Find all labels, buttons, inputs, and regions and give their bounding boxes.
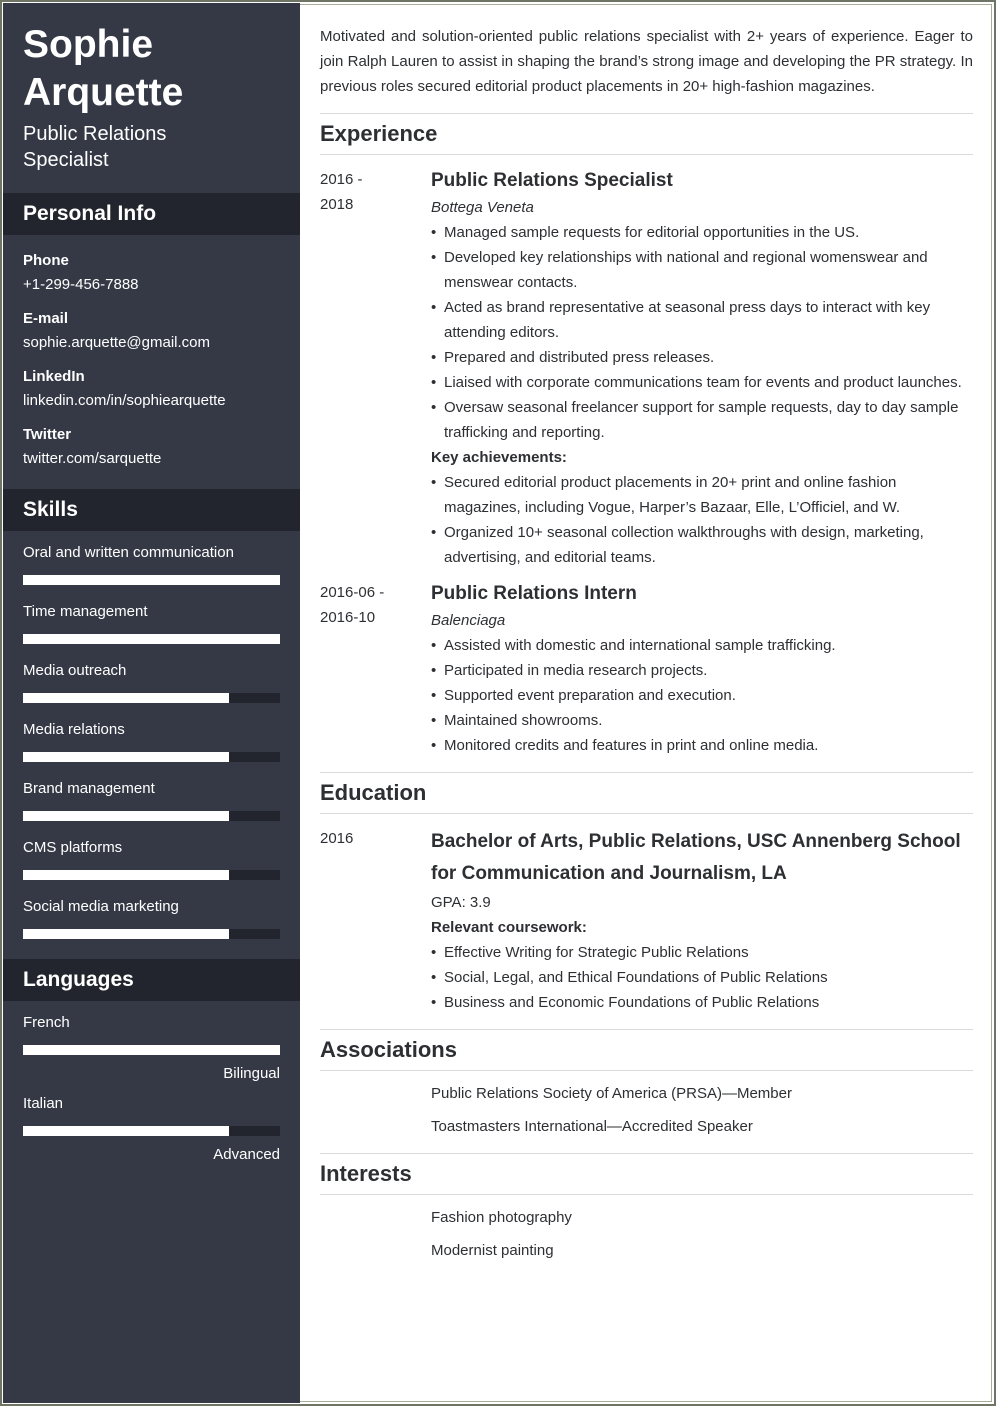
language-bar [23, 1126, 280, 1136]
responsibilities-list [431, 220, 973, 445]
bullet-item: • Prepared and distributed press releases. [431, 345, 973, 370]
main-content [320, 24, 973, 1267]
skill-bar [23, 752, 280, 762]
skill-item [23, 660, 280, 703]
skill-label: Media relations [23, 721, 125, 738]
achievements-list [431, 470, 973, 570]
date-end: 2016-10 [320, 609, 376, 626]
bullet-item: • Oversaw seasonal freelancer support for sample requests, day to day sample trafficking and reporting. [431, 395, 973, 445]
skill-bar-fill [23, 811, 229, 821]
job-body [431, 167, 973, 570]
bullet-item: • Managed sample requests for editorial opportunities in the US. [431, 220, 973, 245]
interest-item: Modernist painting [431, 1242, 554, 1259]
coursework-list [431, 940, 973, 1015]
language-level: Bilingual [223, 1065, 280, 1082]
job-title: Public Relations Specialist [431, 170, 673, 191]
sidebar [3, 3, 300, 1403]
gpa: GPA: 3.9 [431, 894, 491, 911]
bullet-item: • Acted as brand representative at seasonal press days to interact with key attending editors. [431, 295, 973, 345]
skill-label: Time management [23, 603, 148, 620]
bullet-item: • Monitored credits and features in print and online media. [431, 733, 973, 758]
skill-bar [23, 575, 280, 585]
summary: Motivated and solution-oriented public relations specialist with 2+ years of experience. Eager to join Ralph Lauren to assist in shaping the brand’s strong image and developing the PR strategy. In previous roles secured editorial product placements in 20+ high-fashion magazines. [320, 28, 973, 95]
languages-heading: Languages [3, 959, 300, 1001]
job-entry [320, 580, 973, 758]
language-bar [23, 1045, 280, 1055]
skill-bar-fill [23, 634, 280, 644]
job-body [431, 580, 973, 758]
bullet-item: • Organized 10+ seasonal collection walkthroughs with design, marketing, advertising, and editorial teams. [431, 520, 973, 570]
skill-bar [23, 634, 280, 644]
interest-item: Fashion photography [431, 1209, 572, 1226]
job-dates [320, 580, 431, 758]
twitter-value[interactable]: twitter.com/sarquette [23, 450, 162, 467]
bullet-item: • Maintained showrooms. [431, 708, 973, 733]
skill-item [23, 542, 280, 585]
language-label: French [23, 1014, 70, 1031]
skill-bar [23, 693, 280, 703]
associations-heading: Associations [320, 1037, 457, 1062]
degree: Bachelor of Arts, Public Relations, USC Annenberg School for Communication and Journalism, LA [431, 831, 961, 884]
bullet-item: • Supported event preparation and execution. [431, 683, 973, 708]
skill-label: Brand management [23, 780, 155, 797]
skill-label: Social media marketing [23, 898, 179, 915]
language-item [23, 1093, 280, 1165]
skills-heading: Skills [3, 489, 300, 531]
skill-bar-fill [23, 870, 229, 880]
date-end: 2018 [320, 196, 354, 213]
skill-label: Media outreach [23, 662, 127, 679]
personal-info-heading: Personal Info [3, 193, 300, 235]
company-name: Bottega Veneta [431, 199, 534, 216]
skill-bar-fill [23, 575, 280, 585]
linkedin-value[interactable]: linkedin.com/in/sophiearquette [23, 392, 226, 409]
skill-item [23, 896, 280, 939]
experience-heading: Experience [320, 121, 438, 146]
bullet-item: • Secured editorial product placements in 20+ print and online fashion magazines, including Vogue, Harper’s Bazaar, Elle, L’Officiel, and W. [431, 470, 973, 520]
education-entry: 2016 Bachelor of Arts, Public Relations, USC Annenberg School for Communication and Journalism, LA GPA: 3.9 Relevant coursework: • Effective Writing for Strategic Public Relations • Social, Legal, and Ethical Foundations of Public Relations • Business and Economic Foundations of Public Relations [320, 826, 973, 1015]
phone-value: +1-299-456-7888 [23, 276, 139, 293]
job-entry [320, 167, 973, 570]
skills-list [3, 531, 300, 959]
skill-bar [23, 929, 280, 939]
language-level: Advanced [213, 1146, 280, 1163]
candidate-role: Public Relations Specialist [23, 123, 167, 171]
language-item [23, 1012, 280, 1084]
experience-list [320, 167, 973, 758]
date-start: 2016 - [320, 171, 363, 188]
bullet-item: • Liaised with corporate communications team for events and product launches. [431, 370, 973, 395]
coursework-item: • Social, Legal, and Ethical Foundations of Public Relations [431, 965, 973, 990]
bullet-item: • Developed key relationships with national and regional womenswear and menswear contacts. [431, 245, 973, 295]
date-start: 2016-06 - [320, 584, 385, 601]
coursework-item: • Effective Writing for Strategic Public Relations [431, 940, 973, 965]
skill-label: CMS platforms [23, 839, 123, 856]
association-item: Public Relations Society of America (PRSA)—Member [431, 1085, 792, 1102]
skill-item [23, 601, 280, 644]
languages-list [3, 1001, 300, 1178]
job-dates [320, 167, 431, 570]
skill-bar-fill [23, 693, 229, 703]
skill-item [23, 837, 280, 880]
responsibilities-list [431, 633, 973, 758]
job-title: Public Relations Intern [431, 583, 637, 604]
skill-label: Oral and written communication [23, 544, 234, 561]
coursework-item: • Business and Economic Foundations of Public Relations [431, 990, 973, 1015]
association-item: Toastmasters International—Accredited Speaker [431, 1118, 753, 1135]
skill-item [23, 719, 280, 762]
bullet-item: • Assisted with domestic and international sample trafficking. [431, 633, 973, 658]
interests-heading: Interests [320, 1161, 412, 1186]
skill-item [23, 778, 280, 821]
company-name: Balenciaga [431, 612, 506, 629]
interests-list [320, 1195, 973, 1267]
candidate-name: Sophie Arquette [23, 23, 184, 114]
skill-bar [23, 870, 280, 880]
bullet-item: • Participated in media research projects. [431, 658, 973, 683]
skill-bar [23, 811, 280, 821]
language-bar-fill [23, 1045, 280, 1055]
skill-bar-fill [23, 929, 229, 939]
education-heading: Education [320, 780, 427, 805]
achievements-label: Key achievements: [431, 449, 567, 466]
skill-bar-fill [23, 752, 229, 762]
email-value[interactable]: sophie.arquette@gmail.com [23, 334, 210, 351]
language-label: Italian [23, 1095, 64, 1112]
personal-info: Phone +1-299-456-7888 E-mail sophie.arquette@gmail.com LinkedIn linkedin.com/in/sophiearquette Twitter twitter.com/sarquette [3, 235, 300, 489]
associations-list [320, 1071, 973, 1143]
language-bar-fill [23, 1126, 229, 1136]
